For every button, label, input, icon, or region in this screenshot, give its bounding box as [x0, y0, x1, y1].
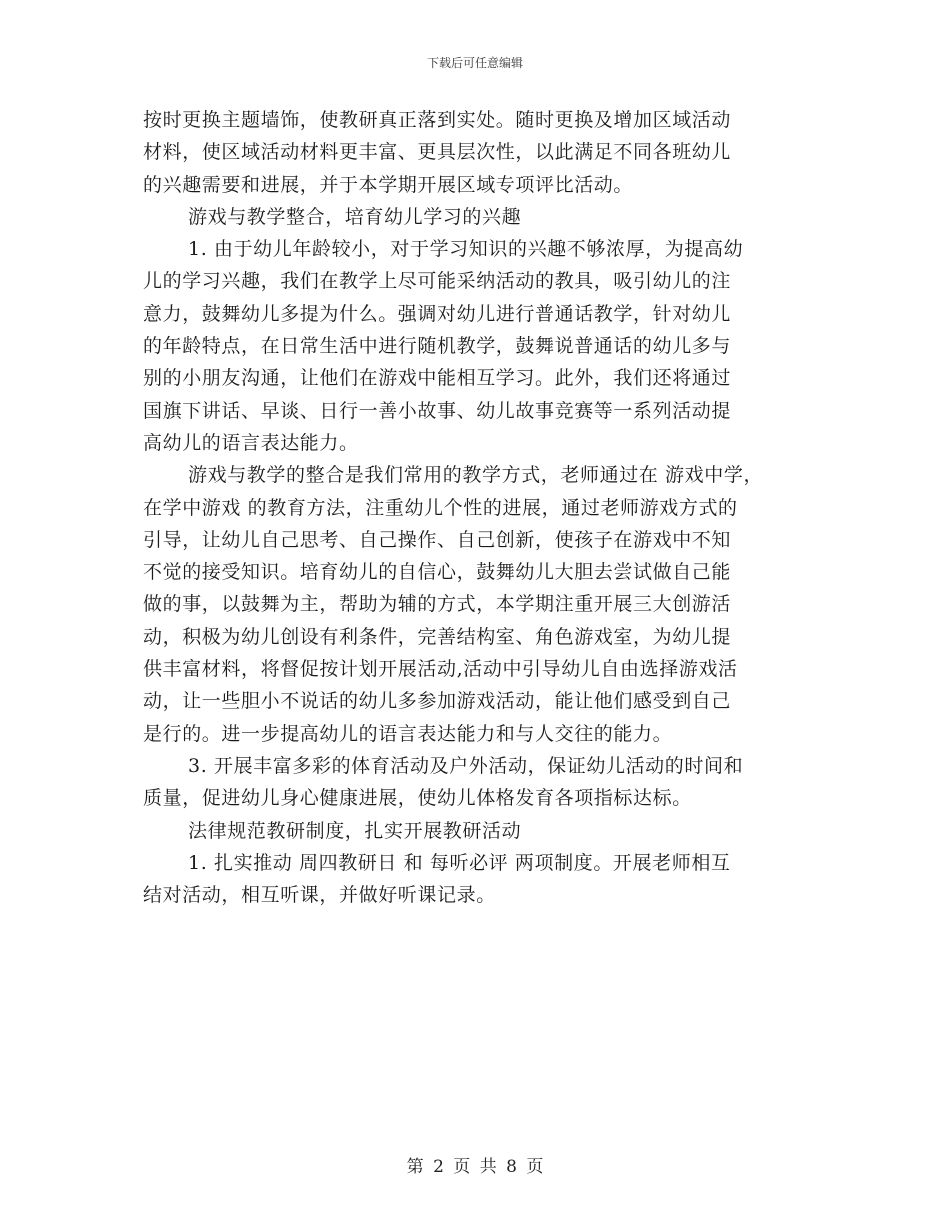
section-heading: 游戏与教学整合，培育幼儿学习的兴趣	[188, 205, 522, 228]
text-line: 别的小朋友沟通，让他们在游戏中能相互学习。此外，我们还将通过	[143, 367, 732, 390]
text-line: 做的事，以鼓舞为主，帮助为辅的方式，本学期注重开展三大创游活	[143, 593, 732, 616]
text-line: 是行的。进一步提高幼儿的语言表达能力和与人交往的能力。	[143, 722, 673, 745]
text-line: 不觉的接受知识。培育幼儿的自信心，鼓舞幼儿大胆去尝试做自己能	[143, 561, 732, 584]
text-line: 材料，使区域活动材料更丰富、更具层次性，以此满足不同各班幼儿	[143, 141, 732, 164]
text-line: 动，让一些胆小不说话的幼儿多参加游戏活动，能让他们感受到自己	[143, 690, 732, 713]
text-line: 国旗下讲话、早谈、日行一善小故事、幼儿故事竞赛等一系列活动提	[143, 399, 732, 422]
text-line: 引导，让幼儿自己思考、自己操作、自己创新，使孩子在游戏中不知	[143, 528, 732, 551]
text-line: 按时更换主题墙饰，使教研真正落到实处。随时更换及增加区域活动	[143, 109, 732, 131]
text-line: 1. 扎实推动 周四教研日 和 每听必评 两项制度。开展老师相互	[188, 851, 731, 874]
text-line: 儿的学习兴趣，我们在教学上尽可能采纳活动的教具，吸引幼儿的注	[143, 270, 732, 293]
text-line: 意力，鼓舞幼儿多提为什么。强调对幼儿进行普通话教学，针对幼儿	[143, 302, 732, 325]
text-line: 的兴趣需要和进展，并于本学期开展区域专项评比活动。	[143, 173, 634, 196]
document-body	[143, 104, 833, 911]
page-header: 下载后可任意编辑	[426, 56, 523, 70]
text-line: 质量，促进幼儿身心健康进展，使幼儿体格发育各项指标达标。	[143, 787, 692, 810]
text-line: 高幼儿的语言表达能力。	[143, 431, 359, 454]
text-line: 3. 开展丰富多彩的体育活动及户外活动，保证幼儿活动的时间和	[188, 754, 744, 777]
section-heading: 法律规范教研制度，扎实开展教研活动	[188, 819, 522, 842]
text-line: 游戏与教学的整合是我们常用的教学方式，老师通过在 游戏中学，	[188, 464, 764, 487]
text-line: 1. 由于幼儿年龄较小，对于学习知识的兴趣不够浓厚，为提高幼	[188, 238, 744, 261]
page-number: 第 2 页 共 8 页	[406, 1157, 544, 1177]
text-line: 供丰富材料，将督促按计划开展活动,活动中引导幼儿自由选择游戏活	[143, 658, 738, 681]
text-line: 结对活动，相互听课，并做好听课记录。	[143, 884, 496, 907]
text-line: 在学中游戏 的教育方法，注重幼儿个性的进展，通过老师游戏方式的	[143, 496, 738, 519]
text-line: 的年龄特点，在日常生活中进行随机教学，鼓舞说普通话的幼儿多与	[143, 335, 732, 358]
text-line: 动，积极为幼儿创设有利条件，完善结构室、角色游戏室，为幼儿提	[143, 625, 732, 648]
